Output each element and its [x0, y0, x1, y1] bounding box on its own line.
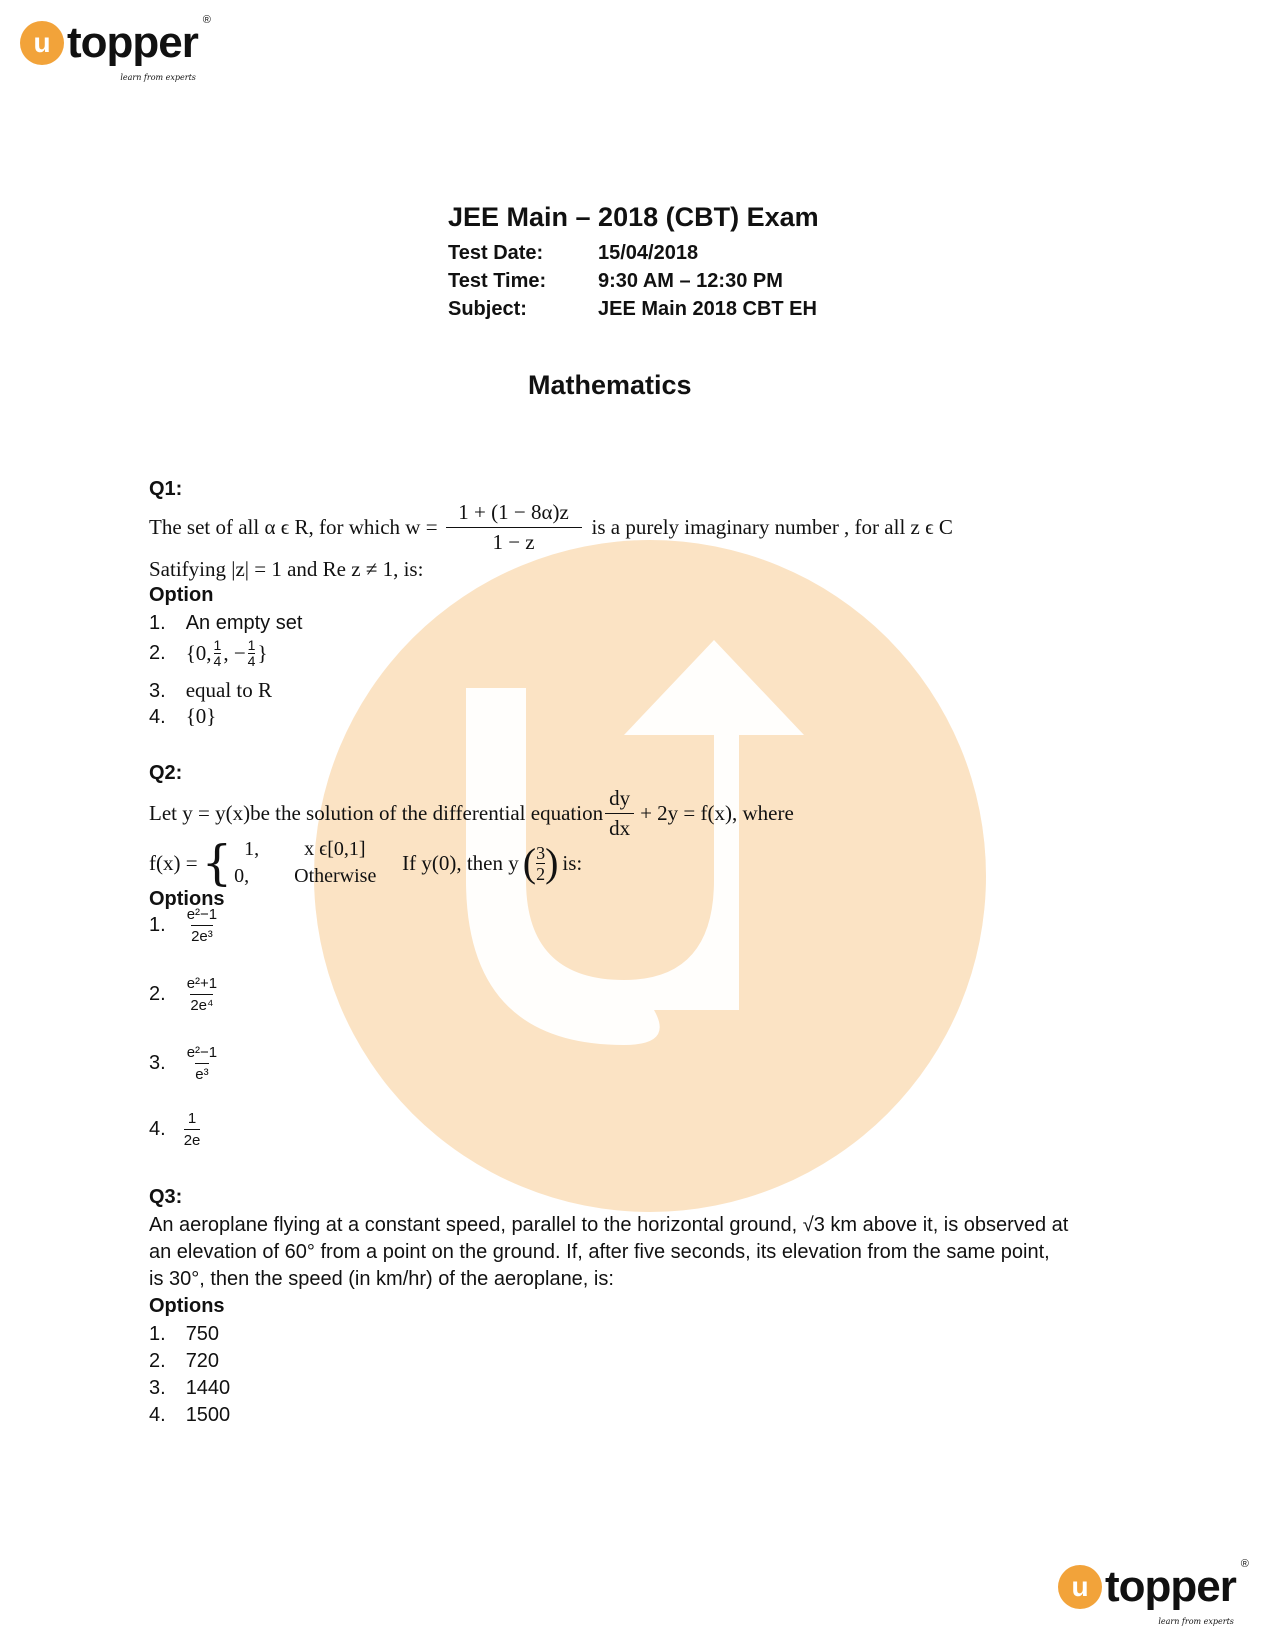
- brand-tagline: learn from experts: [120, 73, 196, 82]
- exam-title: JEE Main – 2018 (CBT) Exam: [448, 202, 819, 232]
- subject-label: Subject:: [448, 298, 527, 320]
- q2-options-label: Options: [149, 888, 225, 910]
- q2-option-1: 1. $\frac{\text{e²−1}}{\text{2e³}}$: [149, 906, 218, 945]
- q1-option-1: 1. An empty set: [149, 612, 303, 634]
- q3-line-3: is 30°, then the speed (in km/hr) of the aeroplane, is:: [149, 1268, 614, 1290]
- q3-option-3: 3. 1440: [149, 1377, 231, 1399]
- subject-value: JEE Main 2018 CBT EH: [598, 298, 817, 320]
- q2-piecewise: f(x) = { 1, x ϵ[0,1] 0, Otherwise If y(0), then y ( 3 2 ) is:: [149, 835, 583, 891]
- q2-option-3: 3. $\frac{\text{e²−1}}{\text{e³}}$: [149, 1044, 218, 1083]
- test-date-label: Test Date:: [448, 242, 544, 264]
- q3-option-2: 2. 720: [149, 1350, 220, 1372]
- q1-statement-line1: The set of all α ϵ R, for which w = $\frac{1 + (1 - 8\alpha)z}{1 - z}$ is a purely imaginary number , for all z ϵ C: [149, 500, 953, 554]
- q1-option-3: 3. equal to R: [149, 678, 273, 702]
- q1-statement-line2: Satifying |z| = 1 and Re z ≠ 1, is:: [149, 557, 424, 581]
- q1-fraction: $\frac{1 + (1 - 8\alpha)z}{1 - z}$: [446, 500, 582, 555]
- brand-logo-bottom: u topper ® learn from experts: [1058, 1562, 1236, 1612]
- q2-statement-line1: Let y = y(x)be the solution of the differential equation $\frac{dy}{dx}$ + 2y = f(x), where: [149, 786, 794, 840]
- brand-tagline: learn from experts: [1158, 1617, 1234, 1626]
- q2-derivative: $\frac{dy}{dx}$: [605, 786, 634, 841]
- q3-options-label: Options: [149, 1295, 225, 1317]
- q3-option-4: 4. 1500: [149, 1404, 231, 1426]
- q1-option-4: 4. {0}: [149, 704, 217, 728]
- q2-option-2: 2. $\frac{\text{e²+1}}{\text{2e⁴}}$: [149, 975, 218, 1014]
- q3-label: Q3:: [149, 1186, 183, 1208]
- brand-name: topper: [67, 18, 198, 67]
- test-date-value: 15/04/2018: [598, 242, 699, 264]
- q3-line-1: An aeroplane flying at a constant speed, parallel to the horizontal ground, √3 km above it, is observed at: [149, 1214, 1069, 1236]
- q1-label: Q1:: [149, 478, 183, 500]
- test-time-label: Test Time:: [448, 270, 547, 292]
- q2-option-4: 4. $\frac{1}{2e}$: [149, 1110, 201, 1149]
- q2-label: Q2:: [149, 762, 183, 784]
- brand-logo-top: u topper ® learn from experts: [20, 18, 198, 68]
- section-title: Mathematics: [528, 370, 692, 400]
- brand-name: topper: [1105, 1562, 1236, 1611]
- brace-icon: {: [201, 835, 233, 891]
- q3-option-1: 1. 750: [149, 1323, 220, 1345]
- brand-badge-icon: u: [1058, 1565, 1102, 1609]
- q1-options-label: Option: [149, 584, 214, 606]
- brand-badge-icon: u: [20, 21, 64, 65]
- q1-option-2: 2. {0, 1 4 , − $\frac{1}{4}$ }: [149, 637, 268, 669]
- q3-line-2: an elevation of 60° from a point on the ground. If, after five seconds, its elevation from the same point,: [149, 1241, 1050, 1263]
- test-time-value: 9:30 AM – 12:30 PM: [598, 270, 783, 292]
